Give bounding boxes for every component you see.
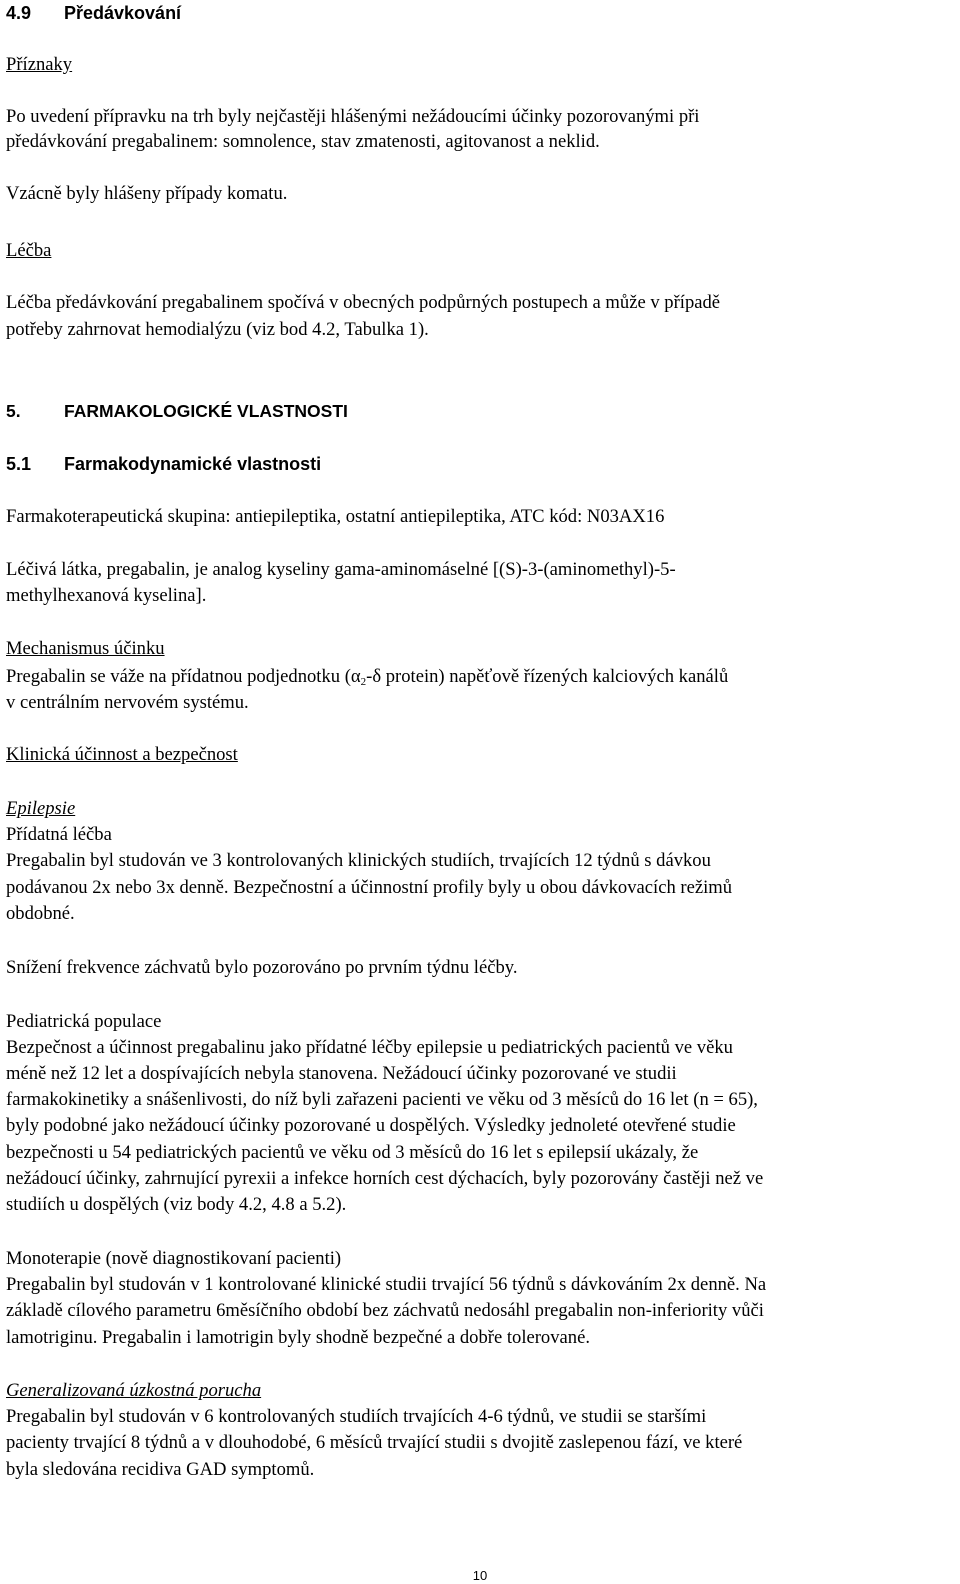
paragraph-line: Pregabalin byl studován v 1 kontrolované klinické studii trvající 56 týdnů s dávkováním 2x denně. Na: [6, 1274, 767, 1295]
paragraph-line: Pregabalin byl studován ve 3 kontrolovaných klinických studiích, trvajících 12 týdnů s dávkou: [6, 850, 711, 871]
subheading-symptoms: Příznaky: [6, 54, 73, 75]
section-title: FARMAKOLOGICKÉ VLASTNOSTI: [64, 401, 348, 421]
paragraph-line: potřeby zahrnovat hemodialýzu (viz bod 4.2, Tabulka 1).: [6, 319, 429, 340]
subheading-epilepsy: Epilepsie: [6, 798, 76, 819]
paragraph-line: lamotriginu. Pregabalin i lamotrigin byly shodně bezpečné a dobře tolerované.: [6, 1327, 590, 1348]
paragraph-line: Léčba předávkování pregabalinem spočívá v obecných podpůrných postupech a může v případě: [6, 292, 721, 313]
paragraph-line: méně než 12 let a dospívajících nebyla stanovena. Nežádoucí účinky pozorované ve studii: [6, 1063, 677, 1084]
paragraph-line: podávanou 2x nebo 3x denně. Bezpečnostní a účinnostní profily byly u obou dávkovacích režimů: [6, 877, 733, 898]
paragraph-line: nežádoucí účinky, zahrnující pyrexii a infekce horních cest dýchacích, byly pozorovány častěji než ve: [6, 1168, 764, 1189]
paragraph-line: studiích u dospělých (viz body 4.2, 4.8 a 5.2).: [6, 1194, 347, 1215]
paragraph-line: základě cílového parametru 6měsíčního období bez záchvatů nedosáhl pregabalin non-inferiority vůči: [6, 1300, 764, 1321]
paragraph-line: Farmakoterapeutická skupina: antiepileptika, ostatní antiepileptika, ATC kód: N03AX16: [6, 506, 665, 527]
paragraph-line: Bezpečnost a účinnost pregabalinu jako přídatné léčby epilepsie u pediatrických pacientů ve věku: [6, 1037, 733, 1058]
subheading-clinical: Klinická účinnost a bezpečnost: [6, 744, 238, 765]
paragraph-line: pacienty trvající 8 týdnů a v dlouhodobé, 6 měsíců trvající studii s dvojitě zaslepenou fází, ve které: [6, 1432, 743, 1453]
section-heading-5: [6, 398, 348, 424]
paragraph-line: byla sledována recidiva GAD symptomů.: [6, 1459, 315, 1480]
subheading-pediatric: Pediatrická populace: [6, 1011, 162, 1032]
paragraph-line: Vzácně byly hlášeny případy komatu.: [6, 183, 288, 204]
subscript: 2: [360, 676, 367, 688]
paragraph-line: Po uvedení přípravku na trh byly nejčastěji hlášenými nežádoucími účinky pozorovanými při: [6, 106, 700, 127]
subheading-gad: Generalizovaná úzkostná porucha: [6, 1380, 262, 1401]
paragraph-line: bezpečnosti u 54 pediatrických pacientů ve věku od 3 měsíců do 16 let s epilepsií ukázaly, že: [6, 1142, 699, 1163]
paragraph-line: farmakokinetiky a snášenlivosti, do níž byli zařazeni pacienti ve věku od 3 měsíců do 16 let (n = 65),: [6, 1089, 758, 1110]
page-number: 10: [472, 1568, 488, 1583]
paragraph-line: Snížení frekvence záchvatů bylo pozorováno po prvním týdnu léčby.: [6, 957, 518, 978]
section-number: 5.: [6, 401, 21, 421]
paragraph-line: byly podobné jako nežádoucí účinky pozorované u dospělých. Výsledky jednoleté otevřené studie: [6, 1115, 736, 1136]
section-number: 5.1: [6, 454, 32, 474]
section-heading-4-9: [6, 0, 181, 26]
paragraph-line: Pregabalin byl studován v 6 kontrolovaných studiích trvajících 4-6 týdnů, ve studii se staršími: [6, 1406, 707, 1427]
section-title: Farmakodynamické vlastnosti: [64, 454, 322, 474]
subheading-treatment: Léčba: [6, 240, 52, 261]
section-title: Předávkování: [64, 3, 182, 23]
paragraph-line: v centrálním nervovém systému.: [6, 692, 249, 713]
paragraph-line: obdobné.: [6, 903, 75, 924]
mechanism-text-end: -δ protein) napěťově řízených kalciových kanálů: [366, 666, 729, 687]
paragraph-line: Léčivá látka, pregabalin, je analog kyseliny gama-aminomáselné [(S)-3-(aminomethyl)-5-: [6, 559, 676, 580]
subheading-addon: Přídatná léčba: [6, 824, 112, 845]
section-heading-5-1: [6, 451, 321, 477]
paragraph-line: [6, 664, 728, 690]
paragraph-line: methylhexanová kyselina].: [6, 585, 207, 606]
paragraph-line: předávkování pregabalinem: somnolence, stav zmatenosti, agitovanost a neklid.: [6, 131, 600, 152]
section-number: 4.9: [6, 3, 32, 23]
mechanism-text-start: Pregabalin se váže na přídatnou podjednotku (α: [6, 666, 361, 687]
subheading-mechanism: Mechanismus účinku: [6, 638, 165, 659]
subheading-monotherapy: Monoterapie (nově diagnostikovaní pacienti): [6, 1248, 342, 1269]
